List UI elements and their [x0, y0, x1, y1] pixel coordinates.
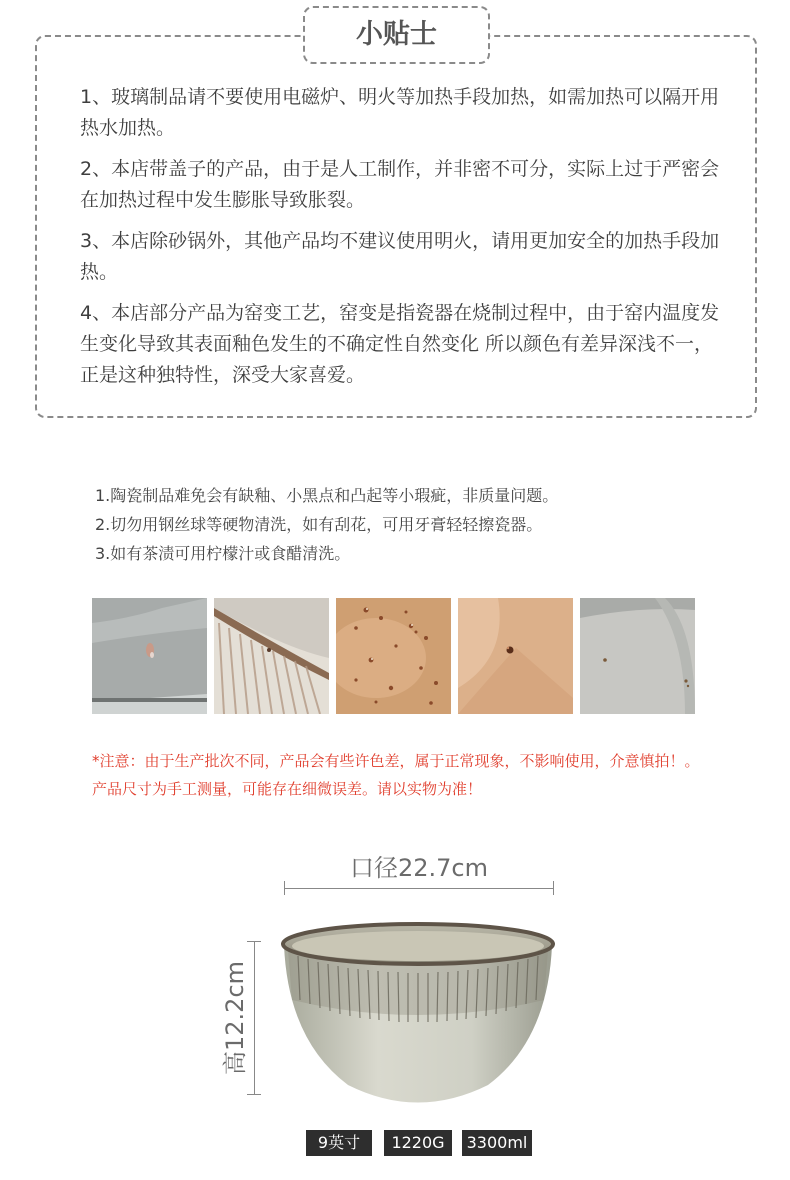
height-line — [254, 941, 255, 1094]
care-item-2: 2.切勿用钢丝球等硬物清洗，如有刮花，可用牙膏轻轻擦瓷器。 — [95, 515, 543, 534]
defect-photo-grey-dots — [580, 598, 695, 714]
care-item-1: 1.陶瓷制品难免会有缺釉、小黑点和凸起等小瑕疵，非质量问题。 — [95, 486, 559, 505]
defect-photo-row — [92, 598, 695, 714]
color-difference-notice: *注意：由于生产批次不同，产品会有些许色差，属于正常现象，不影响使用，介意慎拍！。产品尺寸为手工测量，可能存在细微误差。请以实物为准！ — [92, 752, 700, 798]
tips-list — [80, 82, 720, 401]
tip-item-1: 1、玻璃制品请不要使用电磁炉、明火等加热手段加热，如需加热可以隔开用热水加热。 — [80, 86, 720, 139]
height-label: 高12.2cm — [221, 961, 249, 1076]
tip-item-3: 3、本店除砂锅外，其他产品均不建议使用明火，请用更加安全的加热手段加热。 — [80, 230, 720, 283]
tip-item-4: 4、本店部分产品为窑变工艺，窑变是指瓷器在烧制过程中，由于窑内温度发生变化导致其表面釉色发生的不确定性自然变化 所以颜色有差异深浅不一，正是这种独特性，深受大家喜爱。 — [80, 302, 720, 386]
diameter-tick-left — [284, 881, 285, 895]
defect-photo-glaze-chip — [92, 598, 207, 714]
spec-volume: 3300ml — [462, 1130, 532, 1156]
diameter-label: 口径22.7cm — [349, 854, 488, 882]
defect-photo-black-spots — [336, 598, 451, 714]
care-list — [95, 481, 558, 568]
bowl-image — [278, 920, 558, 1105]
diameter-line — [284, 888, 554, 889]
height-tick-bottom — [247, 1094, 261, 1095]
defect-photo-single-spot — [458, 598, 573, 714]
spec-size: 9英寸 — [306, 1130, 372, 1156]
defect-photo-rim-edge — [214, 598, 329, 714]
tip-item-2: 2、本店带盖子的产品，由于是人工制作，并非密不可分，实际上过于严密会在加热过程中发生膨胀导致胀裂。 — [80, 158, 720, 211]
care-item-3: 3.如有茶渍可用柠檬汁或食醋清洗。 — [95, 544, 351, 563]
tips-title: 小贴士 — [303, 6, 490, 64]
height-tick-top — [247, 941, 261, 942]
diameter-tick-right — [553, 881, 554, 895]
spec-weight: 1220G — [384, 1130, 452, 1156]
